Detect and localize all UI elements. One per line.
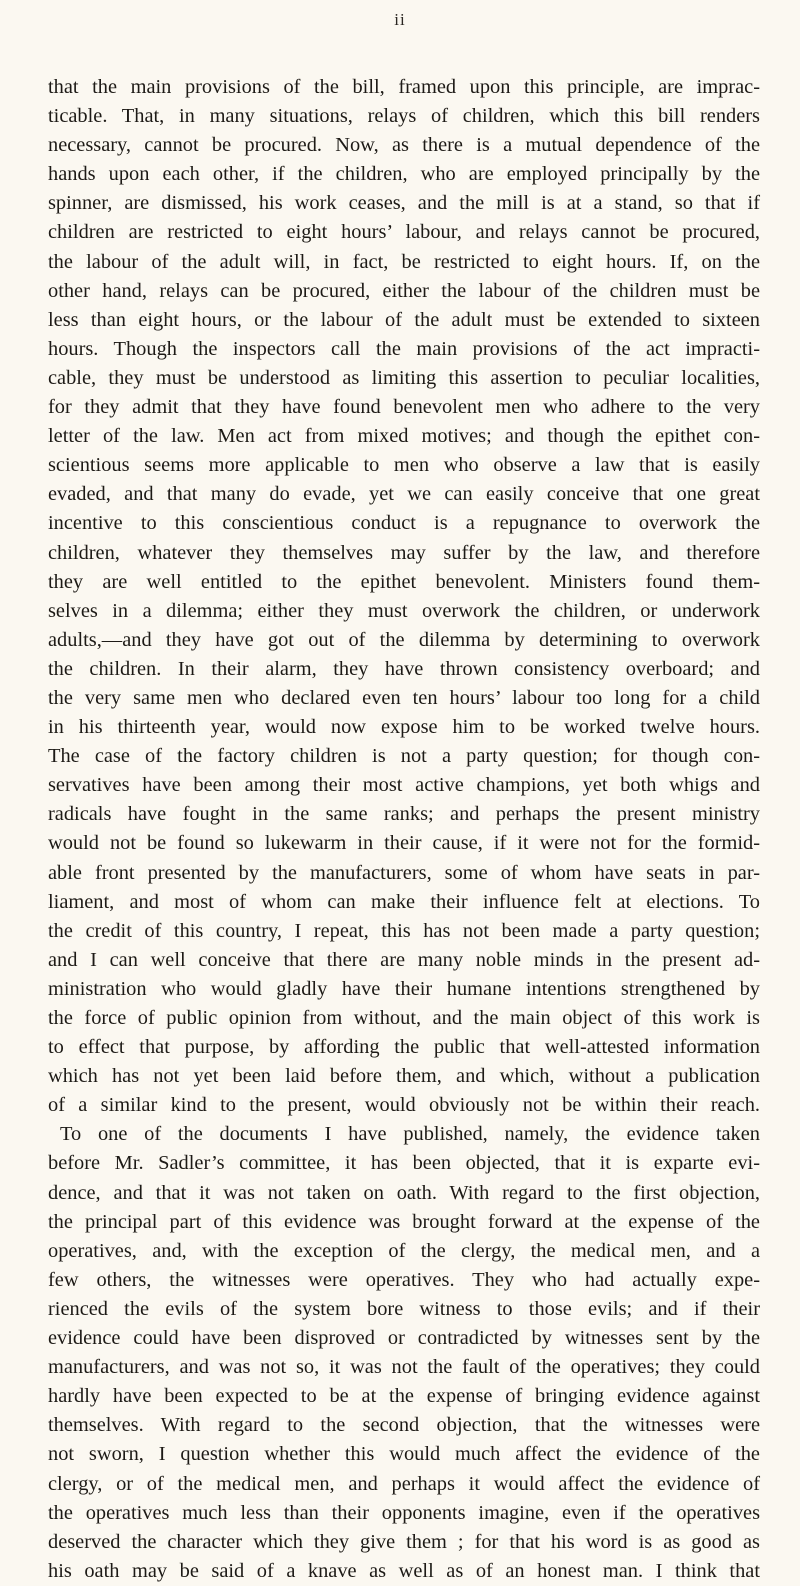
- text-line: necessary, cannot be procured. Now, as there is a mutual dependence of the: [48, 134, 760, 157]
- text-line: the children. In their alarm, they have thrown consistency overboard; and: [48, 657, 760, 680]
- text-line: other hand, relays can be procured, either the labour of the children must be: [48, 279, 760, 302]
- text-line: less than eight hours, or the labour of the adult must be extended to sixteen: [48, 308, 760, 331]
- text-line: the very same men who declared even ten hours’ labour too long for a child: [48, 686, 760, 709]
- text-line: To one of the documents I have published, namely, the evidence taken: [60, 1123, 760, 1146]
- text-line: dence, and that it was not taken on oath. With regard to the first objection,: [48, 1181, 760, 1204]
- text-line: evaded, and that many do evade, yet we can easily conceive that one great: [48, 483, 760, 506]
- text-line: they are well entitled to the epithet benevolent. Ministers found them-: [48, 570, 760, 593]
- text-line: scientious seems more applicable to men who observe a law that is easily: [48, 454, 760, 477]
- text-line: cable, they must be understood as limiting this assertion to peculiar localities,: [48, 366, 760, 389]
- text-line: and I can well conceive that there are many noble minds in the present ad-: [48, 948, 760, 971]
- text-line: hardly have been expected to be at the expense of bringing evidence against: [48, 1385, 760, 1408]
- text-line: ticable. That, in many situations, relays of children, which this bill renders: [48, 105, 760, 128]
- text-line: able front presented by the manufacturers, some of whom have seats in par-: [48, 861, 760, 884]
- text-line: which has not yet been laid before them, and which, without a publication: [48, 1065, 760, 1088]
- text-line: selves in a dilemma; either they must overwork the children, or underwork: [48, 599, 760, 622]
- text-line: incentive to this conscientious conduct is a repugnance to overwork the: [48, 512, 760, 535]
- text-line: the credit of this country, I repeat, this has not been made a party question;: [48, 919, 760, 942]
- text-line: the operatives much less than their opponents imagine, even if the operatives: [48, 1501, 760, 1524]
- text-line: liament, and most of whom can make their influence felt at elections. To: [48, 890, 760, 913]
- text-line: deserved the character which they give them ; for that his word is as good as: [48, 1530, 760, 1553]
- text-line: the force of public opinion from without, and the main object of this work is: [48, 1007, 760, 1029]
- text-line: radicals have fought in the same ranks; and perhaps the present ministry: [48, 803, 760, 826]
- text-line: the labour of the adult will, in fact, be restricted to eight hours. If, on the: [48, 250, 760, 273]
- text-line: operatives, and, with the exception of the clergy, the medical men, and a: [48, 1239, 760, 1262]
- text-line: to effect that purpose, by affording the public that well-attested information: [48, 1036, 760, 1059]
- text-line: children are restricted to eight hours’ labour, and relays cannot be procured,: [48, 221, 760, 244]
- text-line: of a similar kind to the present, would obviously not be within their reach.: [48, 1094, 760, 1117]
- text-line: not sworn, I question whether this would much affect the evidence of the: [48, 1443, 760, 1466]
- body-text: [48, 73, 760, 1586]
- text-line: would not be found so lukewarm in their cause, if it were not for the formid-: [48, 832, 760, 855]
- text-line: ministration who would gladly have their humane intentions strengthened by: [48, 977, 760, 1000]
- text-line: evidence could have been disproved or contradicted by witnesses sent by the: [48, 1327, 760, 1350]
- text-line: in his thirteenth year, would now expose him to be worked twelve hours.: [48, 716, 760, 739]
- text-line: before Mr. Sadler’s committee, it has been objected, that it is exparte evi-: [48, 1152, 760, 1175]
- text-line: adults,—and they have got out of the dilemma by determining to overwork: [48, 628, 760, 651]
- text-line: the principal part of this evidence was brought forward at the expense of the: [48, 1210, 760, 1233]
- text-line: hands upon each other, if the children, who are employed principally by the: [48, 163, 760, 186]
- text-line: letter of the law. Men act from mixed motives; and though the epithet con-: [48, 425, 760, 448]
- text-line: The case of the factory children is not a party question; for though con-: [48, 745, 760, 768]
- text-line: servatives have been among their most active champions, yet both whigs and: [48, 774, 760, 797]
- text-line: for they admit that they have found benevolent men who adhere to the very: [48, 396, 760, 419]
- text-line: themselves. With regard to the second objection, that the witnesses were: [48, 1414, 760, 1437]
- text-line: rienced the evils of the system bore witness to those evils; and if their: [48, 1297, 760, 1320]
- page-number: ii: [394, 10, 406, 29]
- text-line: hours. Though the inspectors call the main provisions of the act impracti-: [48, 337, 760, 360]
- text-line: his oath may be said of a knave as well as of an honest man. I think that: [48, 1559, 760, 1582]
- text-line: manufacturers, and was not so, it was not the fault of the operatives; they could: [48, 1356, 760, 1379]
- text-line: that the main provisions of the bill, framed upon this principle, are imprac-: [48, 76, 760, 98]
- text-line: spinner, are dismissed, his work ceases, and the mill is at a stand, so that if: [48, 192, 760, 215]
- text-line: clergy, or of the medical men, and perhaps it would affect the evidence of: [48, 1472, 760, 1495]
- text-line: children, whatever they themselves may suffer by the law, and therefore: [48, 541, 760, 564]
- text-line: few others, the witnesses were operatives. They who had actually expe-: [48, 1268, 760, 1291]
